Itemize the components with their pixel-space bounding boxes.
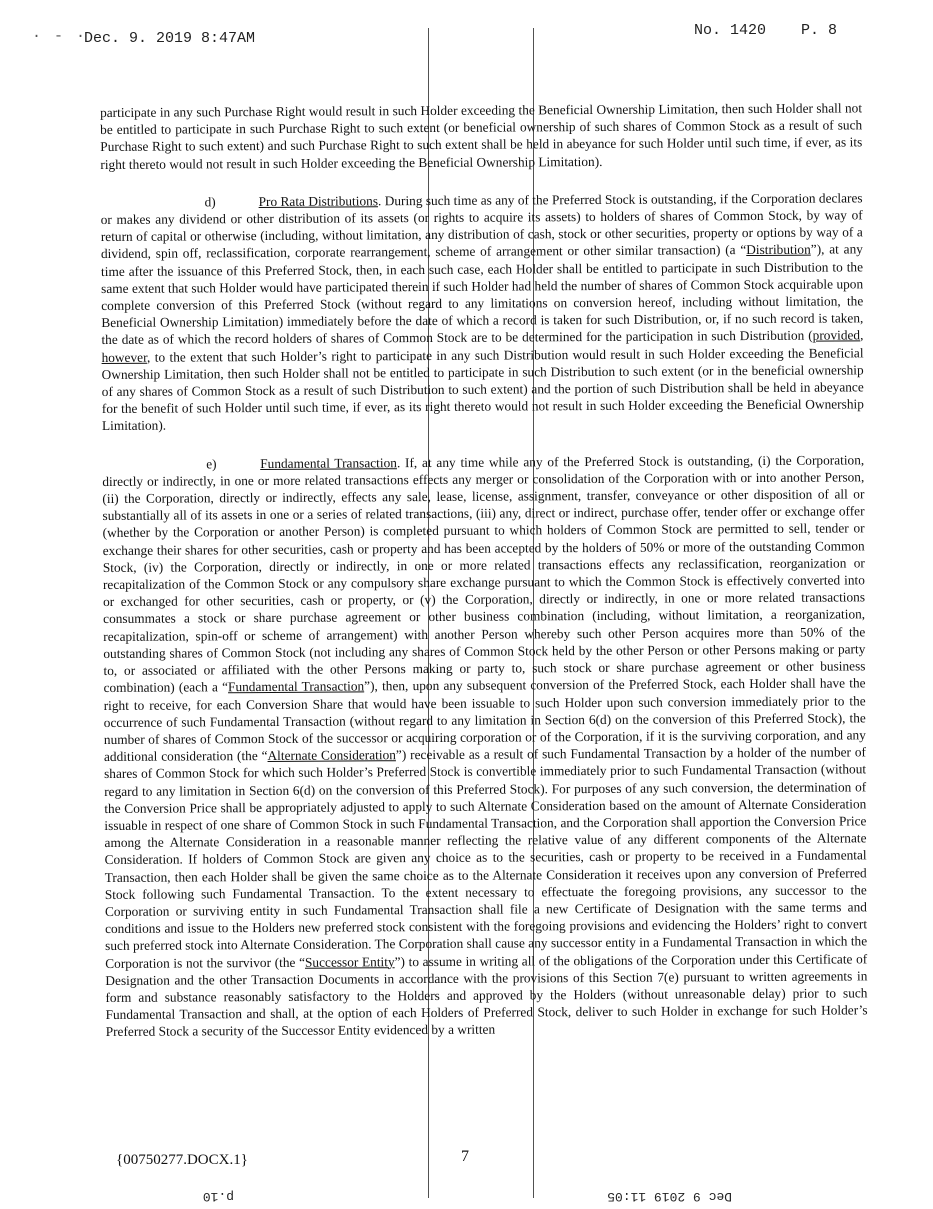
section-d-text: ”), at any time after the issuance of this Preferred Stock, then, in each such case, each Holder shall be entitled to participate in such Distribution to the same extent that such Holder would have participated therein if such Holder had held the number of shares of Common Stock acquirable upon complete conversion of this Preferred Stock (without regard to any limitations on conversion hereof, including without limitation, the Beneficial Ownership Limitation) immediately before the date of which a record is taken for such Distribution, or, if no such record is taken, the date as of which the record holders of shares of Common Stock are to be determined for the participation in such Distribution (: [100, 241, 864, 348]
section-d-heading: Pro Rata Distributions: [258, 193, 379, 209]
defined-term-fundamental-transaction: Fundamental Transaction: [227, 678, 365, 695]
section-e: [102, 451, 868, 1041]
section-d-text: . During such time as any of the Preferred Stock is outstanding, if the Corporation declares or makes any dividend or other distribution of its assets (or rights to acquire its assets) to holders of shares of Common Stock, by way of return of capital or otherwise (including, without limitation, any distribution of cash, stock or other securities, property or options by way of a dividend, spin off, reclassification, corporate rearrangement, scheme of arrangement or other similar transaction) (a “: [100, 190, 863, 262]
page-number: 7: [461, 1148, 469, 1165]
section-e-marker: e): [206, 455, 217, 472]
fax-header: [0, 22, 933, 52]
fax-page-info: [694, 22, 863, 39]
section-e-text: ”), then, upon any subsequent conversion of the Preferred Stock, each Holder shall have the right to receive, for each Conversion Share that would have been issuable to such Holder upon such conversion immediately prior to the occurrence of such Fundamental Transaction (without regard to any limitation in Section 6(d) on the conversion of this Preferred Stock), the number of shares of Common Stock of the successor or acquiring corporation or of the Corporation, if it is the surviving corporation, and any additional consideration (the “: [103, 675, 866, 765]
fax-footer-page: p.10: [202, 1189, 234, 1204]
fax-page: P. 8: [801, 22, 838, 39]
fax-footer-inverted: [0, 1186, 932, 1206]
fax-footer-date-time: Dec 9 2019 11:05: [607, 1189, 732, 1204]
defined-term-alternate-consideration: Alternate Consideration: [267, 747, 396, 764]
fax-date-time: Dec. 9. 2019 8:47AM: [84, 30, 256, 47]
fax-number: No. 1420: [694, 22, 767, 39]
document-body: [100, 99, 868, 1040]
paragraph-c-continuation: participate in any such Purchase Right would result in such Holder exceeding the Beneficial Ownership Limitation, then such Holder shall not be entitled to participate in such Purchase Right to such extent (or beneficial ownership of such shares of Common Stock as a result of such Purchase Right to such extent) and such Purchase Right to such extent shall be held in abeyance for such Holder until such time, if ever, as its right thereto would not result in such Holder exceeding the Beneficial Ownership Limitation).: [100, 100, 863, 172]
section-e-heading: Fundamental Transaction: [260, 454, 397, 471]
section-e-text: ”) to assume in writing all of the obligations of the Corporation under this Certificate of Designation and the other Transaction Documents in accordance with the provisions of this Section 7(e) pursuant to written agreements in form and substance reasonably satisfactory to the Holders and approved by the Holders (without unreasonable delay) prior to such Fundamental Transaction and shall, at the option of each Holders of Preferred Stock, deliver to such Holder in exchange for such Holder’s Preferred Stock a security of the Successor Entity evidenced by a written: [105, 950, 868, 1040]
section-d: [101, 189, 864, 434]
defined-term-successor-entity: Successor Entity: [304, 953, 395, 970]
document-id: {00750277.DOCX.1}: [116, 1152, 248, 1168]
page-footer: [0, 1148, 933, 1172]
section-d-marker: d): [204, 194, 216, 210]
section-e-text: ”) receivable as a result of such Fundamental Transaction by a holder of the number of shares of Common Stock for which such Holder’s Preferred Stock is convertible immediately prior to such Fundamental Transaction (without regard to any limitation in Section 6(d) on the conversion of this Preferred Stock). For purposes of any such conversion, the determination of the Conversion Price shall be appropriately adjusted to apply to such Alternate Consideration based on the amount of Alternate Consideration issuable in respect of one share of Common Stock in such Fundamental Transaction, and the Corporation shall apportion the Conversion Price among the Alternate Consideration in a reasonable manner reflecting the relative value of any different components of the Alternate Consideration. If holders of Common Stock are given any choice as to the securities, cash or property to be received in a Fundamental Transaction, then each Holder shall be given the same choice as to the Alternate Consideration it receives upon any conversion of Preferred Stock following such Fundamental Transaction. To the extent necessary to effectuate the foregoing provisions, any successor to the Corporation or surviving entity in such Fundamental Transaction shall file a new Certificate of Designation with the same terms and conditions and issue to the Holders new preferred stock consistent with the foregoing provisions and evidencing the Holders’ right to convert such preferred stock into Alternate Consideration. The Corporation shall cause any successor entity in a Fundamental Transaction in which the Corporation is not the survivor (the “: [104, 744, 868, 971]
section-d-text: ,: [860, 327, 864, 343]
section-e-text: . If, at any time while any of the Preferred Stock is outstanding, (i) the Corporation, directly or indirectly, in one or more related transactions effects any merger or consolidation of the Corporation with or into another Person, (ii) the Corporation, directly or indirectly, effects any sale, lease, license, assignment, transfer, conveyance or other disposition of all or substantially all of its assets in one or a series of related transactions, (iii) any, direct or indirect, purchase offer, tender offer or exchange offer (whether by the Corporation or another Person) is completed pursuant to which holders of Common Stock are permitted to sell, tender or exchange their shares for other securities, cash or property and has been accepted by the holders of 50% or more of the outstanding Common Stock, (iv) the Corporation, directly or indirectly, in one or more related transactions effects any reclassification, reorganization or recapitalization of the Common Stock or any compulsory share exchange pursuant to which the Common Stock is effectively converted into or exchanged for other securities, cash or property, or (v) the Corporation, directly or indirectly, in one or more related transactions consummates a stock or share purchase agreement or other business combination (including, without limitation, a reorganization, recapitalization, spin-off or scheme of arrangement) with another Person whereby such other Person acquires more than 50% of the outstanding shares of Common Stock (not including any shares of Common Stock held by the other Person or other Persons making or party to, or associated or affiliated with the other Persons making or party to, such stock or share purchase agreement or other business combination) (each a “: [102, 451, 866, 696]
term-however: however: [101, 349, 148, 365]
defined-term-distribution: Distribution: [746, 242, 811, 258]
fax-noise: · - ·: [32, 28, 88, 45]
term-provided: provided: [812, 327, 861, 344]
section-d-text: , to the extent that such Holder’s right to participate in any such Distribution would result in such Holder exceeding the Beneficial Ownership Limitation, then such Holder shall not be entitled to participate in such Distribution to such extent (or in the beneficial ownership of any shares of Common Stock as a result of such Distribution to such extent) and the portion of such Distribution shall be held in abeyance for the benefit of such Holder until such time, if ever, as its right thereto would not result in such Holder exceeding the Beneficial Ownership Limitation).: [101, 344, 864, 434]
